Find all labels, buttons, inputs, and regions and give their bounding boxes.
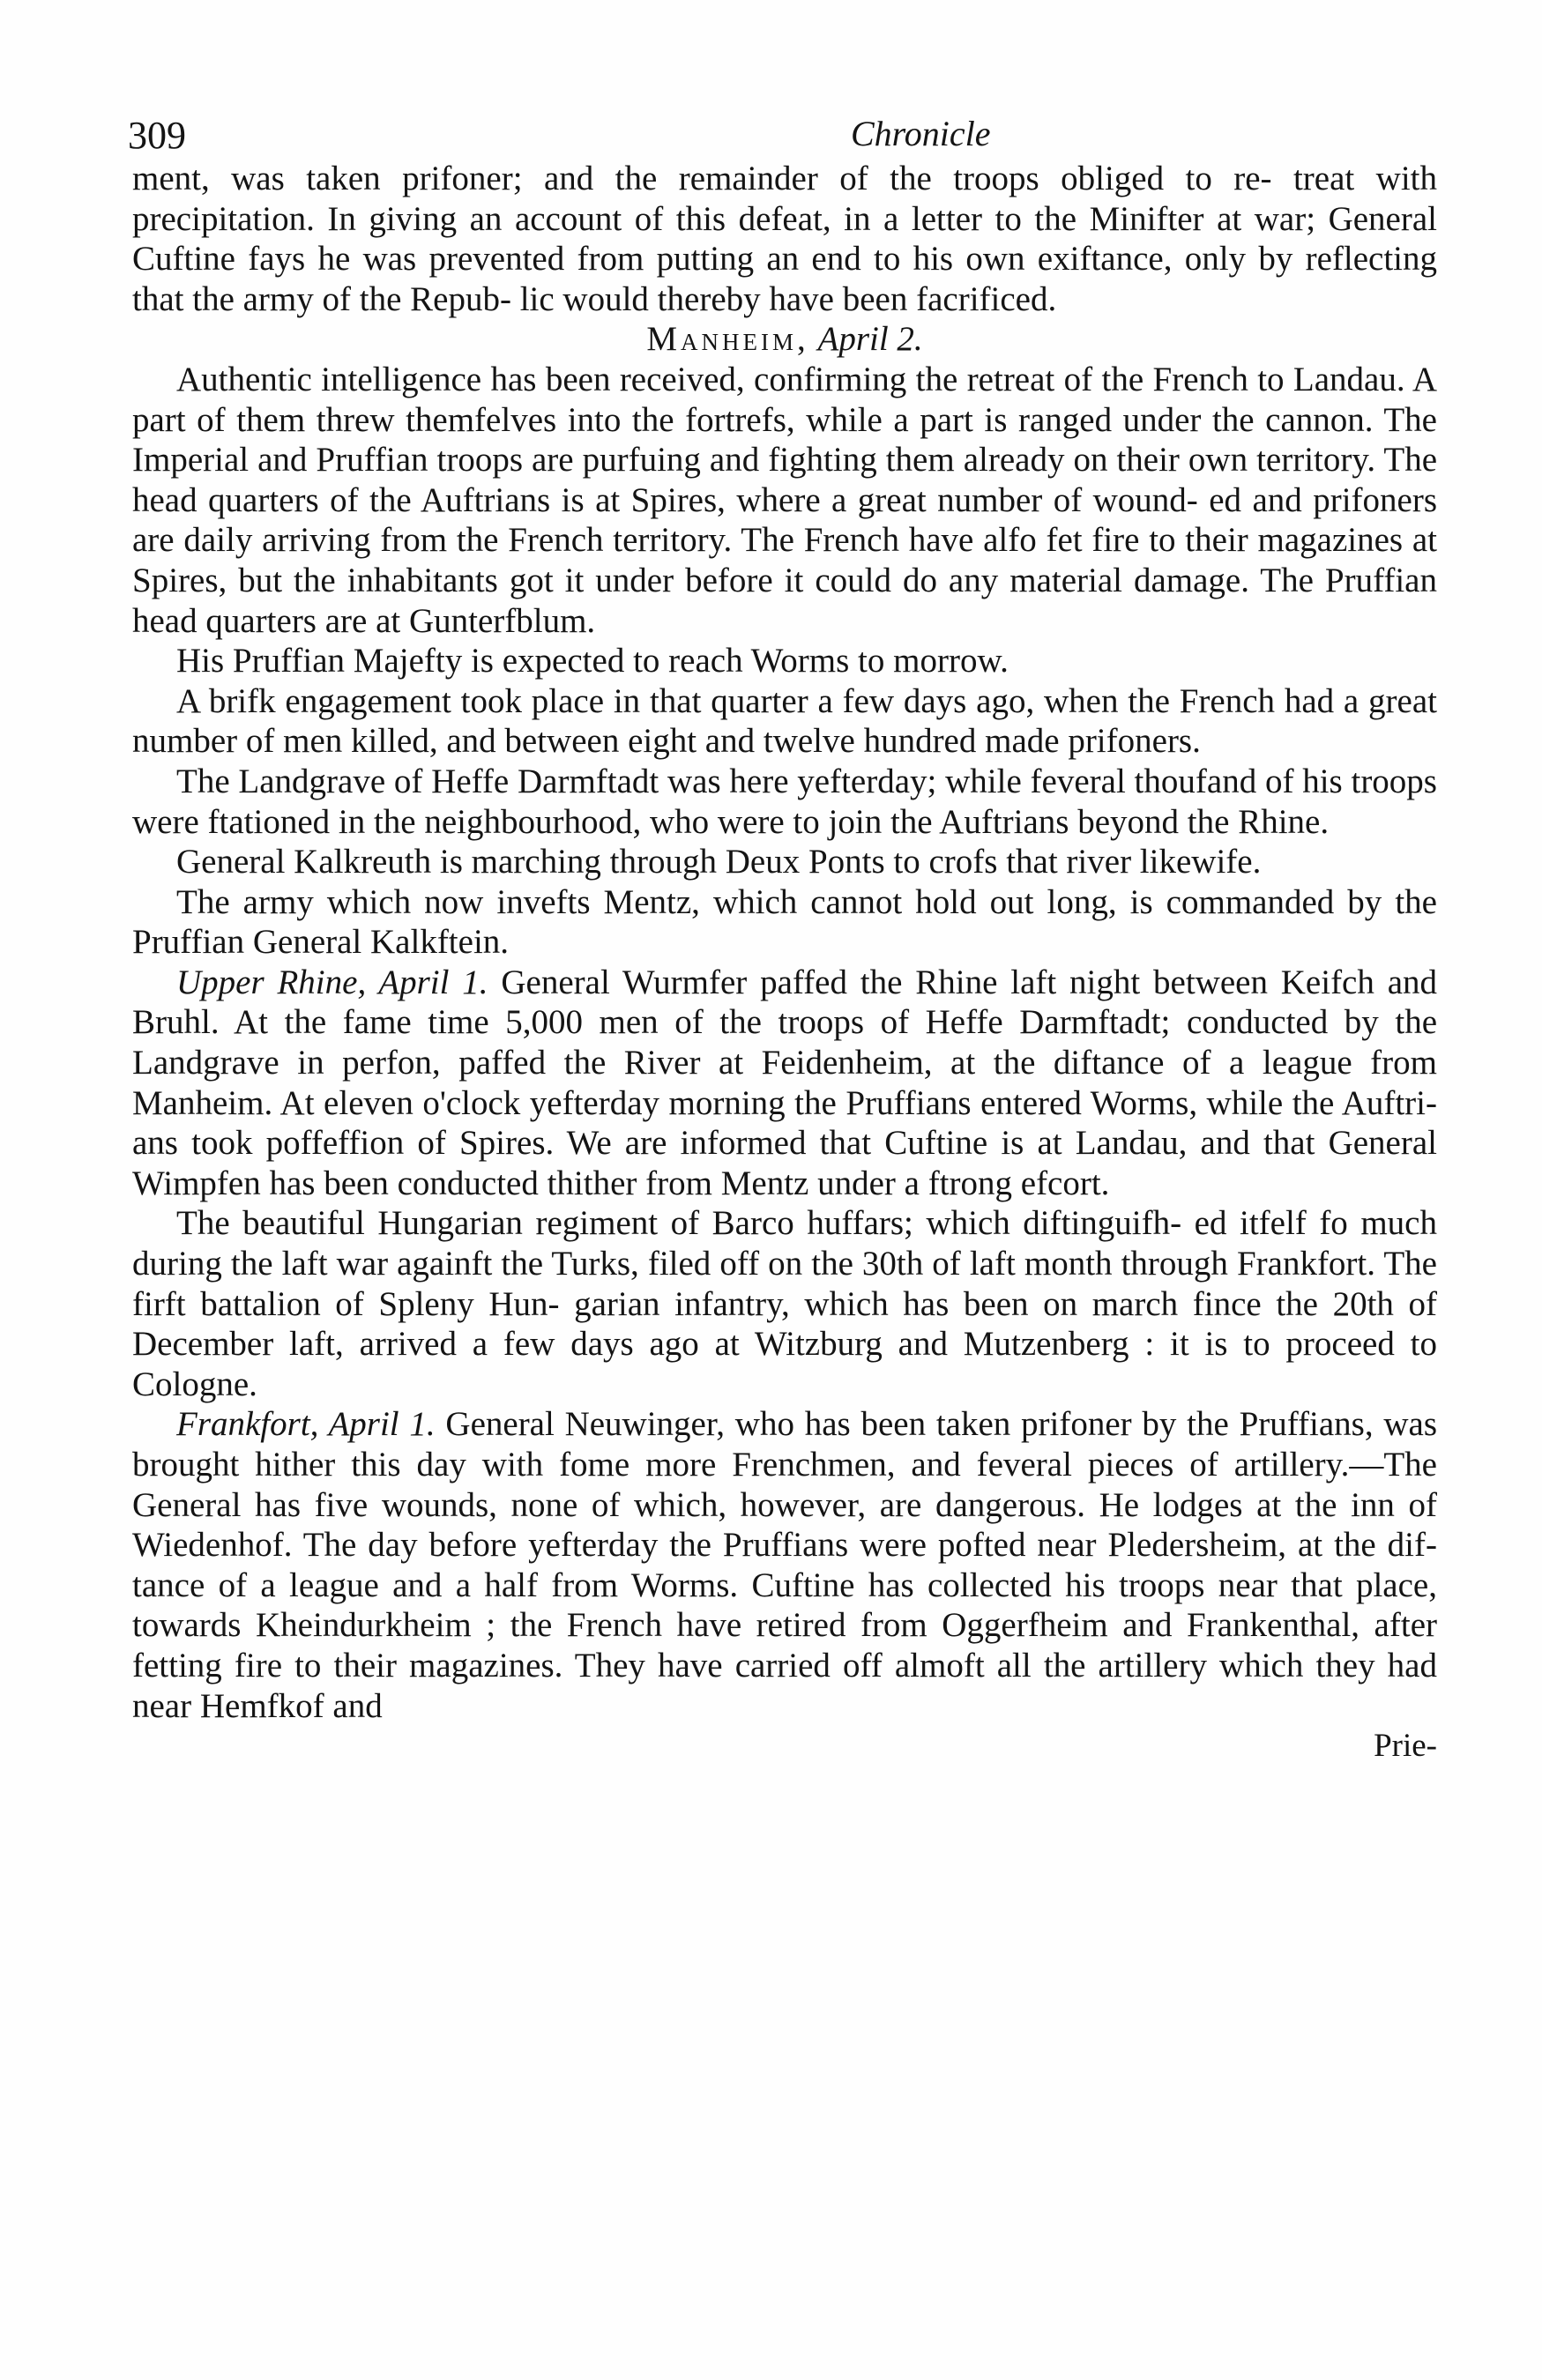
text-column	[132, 159, 1437, 1766]
page-number: 309	[128, 114, 186, 157]
upper-rhine-text: General Wurmfer paffed the Rhine laft night between Keifch and Bruhl. At the fame time 5,000 men of the troops of Heffe Darmftadt; conducted by the Landgrave in perfon, paffed the River at Feidenheim, at the diftance of a league from Manheim. At eleven o'clock yefterday morning the Pruffians entered Worms, while the Auftri- ans took poffeffion of Spires. We are informed that Cuftine is at Landau, and that General Wimpfen has been conducted thither from Mentz under a ftrong efcort.	[132, 963, 1438, 1202]
paragraph-frankfort	[132, 1404, 1437, 1726]
page-header	[128, 113, 1433, 166]
paragraph-kalkreuth: General Kalkreuth is marching through Deux Ponts to crofs that river likewife.	[176, 843, 1262, 881]
frankfort-text: General Neuwinger, who has been taken prifoner by the Pruffians, was brought hither this day with fome more Frenchmen, and feveral pieces of artillery.—The General has five wounds, none of which, however, are dangerous. He lodges at the inn of Wiedenhof. The day before yefterday the Pruffians were pofted near Pledersheim, at the dif- tance of a league and a half from Worms. Cuftine has collected his troops near that place, towards Kheindurkheim ; the French have retired from Oggerfheim and Frankenthal, after fetting fire to their magazines. They have carried off almoft all the artillery which they had near Hemfkof and	[132, 1405, 1438, 1725]
frankfort-dateline: Frankfort, April 1.	[176, 1405, 436, 1444]
paragraph-continuation: ment, was taken prifoner; and the remainder of the troops obliged to re- treat with precipitation. In giving an account of this defeat, in a letter to the Minifter at war; General Cuftine fays he was prevented from putting an end to his own exiftance, only by reflecting that the army of the Repub- lic would thereby have been facrificed.	[132, 160, 1437, 318]
running-head: Chronicle	[851, 114, 991, 153]
dateline-date: April 2.	[817, 320, 923, 359]
paragraph-landgrave: The Landgrave of Heffe Darmftadt was here yefterday; while feveral thoufand of his troops were ftationed in the neighbourhood, who were to join the Auftrians beyond the Rhine.	[132, 762, 1437, 841]
paragraph-engagement: A brifk engagement took place in that quarter a few days ago, when the French had a great number of men killed, and between eight and twelve hundred made prifoners.	[132, 681, 1437, 761]
paragraph-upper-rhine	[132, 963, 1437, 1204]
paragraph-army-mentz: The army which now invefts Mentz, which cannot hold out long, is commanded by the Pruffian General Kalkftein.	[132, 882, 1437, 962]
paragraph-prussian-majesty: His Pruffian Majefty is expected to reach Worms to morrow.	[176, 642, 1009, 681]
catchword: Prie-	[1374, 1728, 1437, 1765]
dateline-place: Manheim,	[646, 320, 809, 359]
paragraph-hungarian-regiment: The beautiful Hungarian regiment of Barco huffars; which diftinguifh- ed itfelf fo much during the laft war againft the Turks, filed off on the 30th of laft month through Frankfort. The firft battalion of Spleny Hun- garian infantry, which has been on march fince the 20th of December laft, arrived a few days ago at Witzburg and Mutzenberg : it is to proceed to Cologne.	[132, 1204, 1437, 1403]
paragraph-intelligence: Authentic intelligence has been received, confirming the retreat of the French to Landau. A part of them threw themfelves into the fortrefs, while a part is ranged under the cannon. The Imperial and Pruffian troops are purfuing and fighting them already on their own territory. The head quarters of the Auftrians is at Spires, where a great number of wound- ed and prifoners are daily arriving from the French territory. The French have alfo fet fire to their magazines at Spires, but the inhabitants got it under before it could do any material damage. The Pruffian head quarters are at Gunterfblum.	[132, 360, 1437, 640]
upper-rhine-dateline: Upper Rhine, April 1.	[176, 963, 488, 1001]
dateline-manheim	[132, 319, 1437, 360]
